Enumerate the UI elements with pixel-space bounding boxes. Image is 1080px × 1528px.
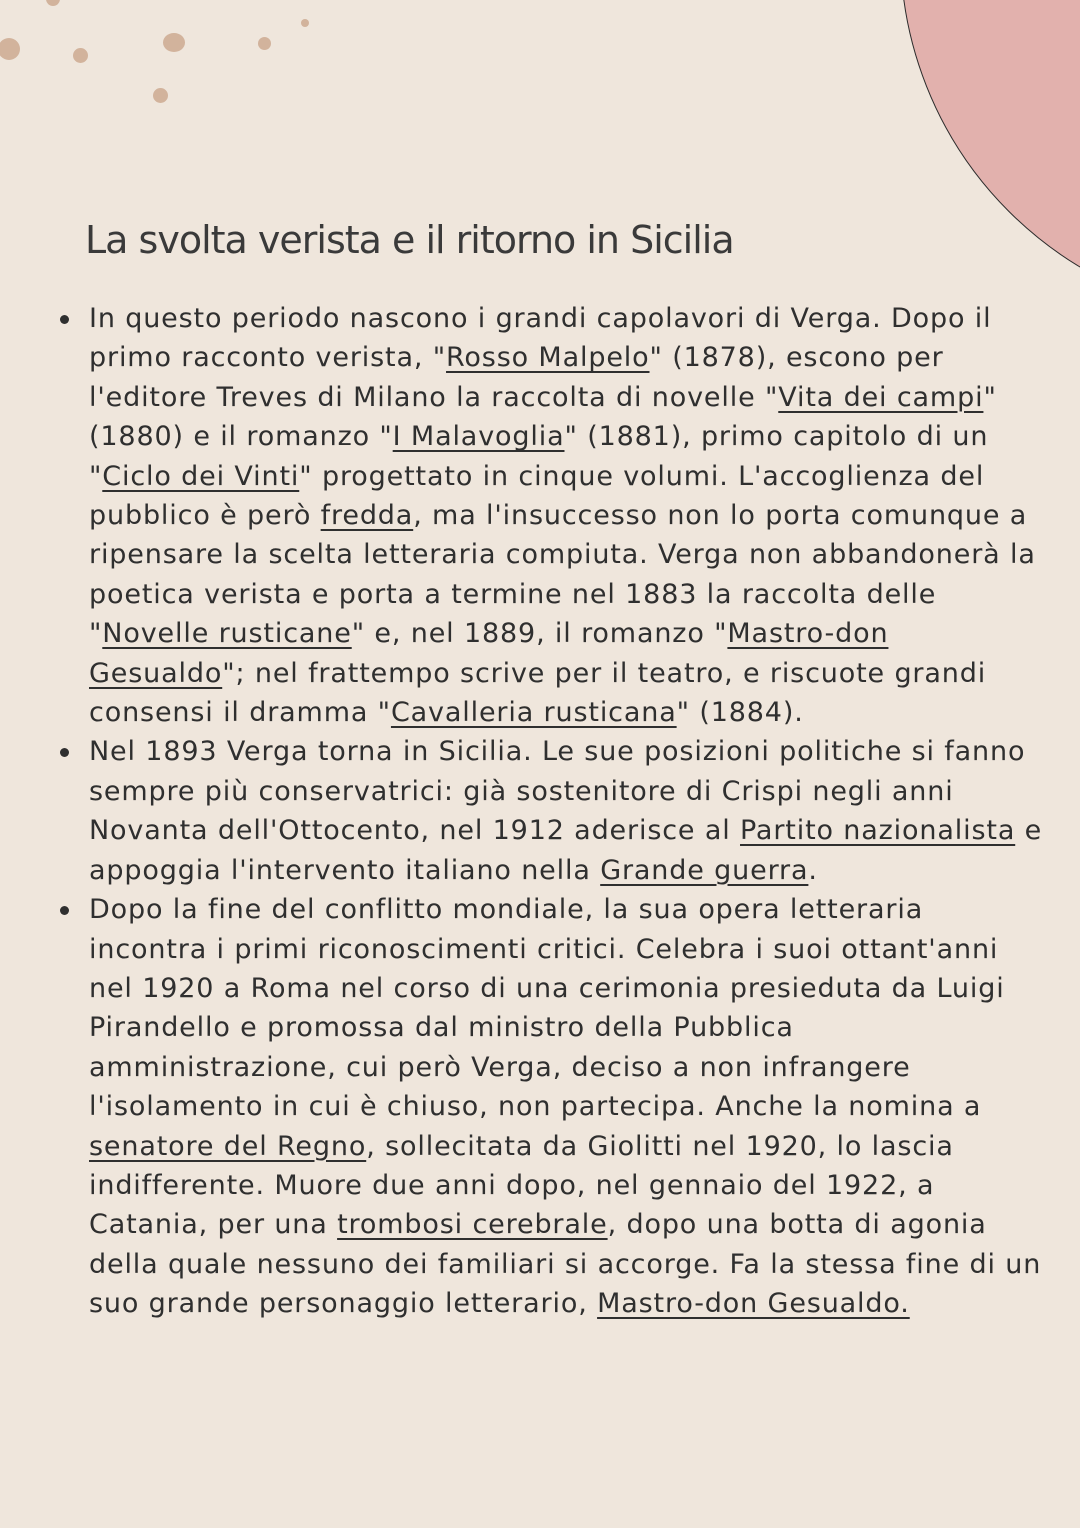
- underlined-term: Cavalleria rusticana: [390, 697, 677, 729]
- underlined-term: Mastro-don Gesualdo: [89, 618, 889, 689]
- bullet-item: Nel 1893 Verga torna in Sicilia. Le sue posizioni politiche si fanno sempre più conservatrici: già sostenitore di Crispi negli anni Novanta dell'Ottocento, nel 1912 aderisce al Partito nazionalista e appoggia l'intervento italiano nella Grande guerra.: [60, 732, 1045, 890]
- underlined-term: Grande guerra: [600, 854, 809, 886]
- underlined-term: Ciclo dei Vinti: [102, 460, 300, 492]
- decor-dot: [153, 88, 168, 103]
- underlined-term: fredda: [320, 500, 414, 532]
- decor-dot: [46, 0, 60, 6]
- underlined-term: I Malavoglia: [392, 421, 565, 453]
- underlined-term: senatore del Regno: [89, 1130, 367, 1162]
- bullet-list: [60, 299, 1045, 1324]
- underlined-term: Mastro-don Gesualdo.: [597, 1288, 910, 1320]
- bullet-icon: [60, 315, 69, 324]
- underlined-term: trombosi cerebrale: [337, 1209, 608, 1241]
- bullet-icon: [60, 748, 69, 757]
- decor-dot: [0, 38, 20, 60]
- decor-dot: [163, 33, 185, 52]
- decor-dot: [73, 48, 88, 63]
- page-title: La svolta verista e il ritorno in Sicilia: [85, 218, 734, 262]
- underlined-term: Partito nazionalista: [740, 815, 1016, 847]
- underlined-term: Novelle rusticane: [102, 618, 352, 650]
- decor-dot: [258, 37, 271, 50]
- underlined-term: Vita dei campi: [778, 381, 984, 413]
- decor-dot: [301, 19, 309, 27]
- bullet-item: In questo periodo nascono i grandi capolavori di Verga. Dopo il primo racconto verista, "Rosso Malpelo" (1878), escono per l'editore Treves di Milano la raccolta di novelle "Vita dei campi" (1880) e il romanzo "I Malavoglia" (1881), primo capitolo di un "Ciclo dei Vinti" progettato in cinque volumi. L'accoglienza del pubblico è però fredda, ma l'insuccesso non lo porta comunque a ripensare la scelta letteraria compiuta. Verga non abbandonerà la poetica verista e porta a termine nel 1883 la raccolta delle "Novelle rusticane" e, nel 1889, il romanzo "Mastro-don Gesualdo"; nel frattempo scrive per il teatro, e riscuote grandi consensi il dramma "Cavalleria rusticana" (1884).: [60, 299, 1045, 732]
- bullet-icon: [60, 906, 69, 915]
- bullet-item: Dopo la fine del conflitto mondiale, la sua opera letteraria incontra i primi riconoscimenti critici. Celebra i suoi ottant'anni nel 1920 a Roma nel corso di una cerimonia presieduta da Luigi Pirandello e promossa dal ministro della Pubblica amministrazione, cui però Verga, deciso a non infrangere l'isolamento in cui è chiuso, non partecipa. Anche la nomina a senatore del Regno, sollecitata da Giolitti nel 1920, lo lascia indifferente. Muore due anni dopo, nel gennaio del 1922, a Catania, per una trombosi cerebrale, dopo una botta di agonia della quale nessuno dei familiari si accorge. Fa la stessa fine di un suo grande personaggio letterario, Mastro-don Gesualdo.: [60, 890, 1045, 1323]
- decor-pink-arc: [900, 0, 1080, 320]
- underlined-term: Rosso Malpelo: [446, 342, 650, 374]
